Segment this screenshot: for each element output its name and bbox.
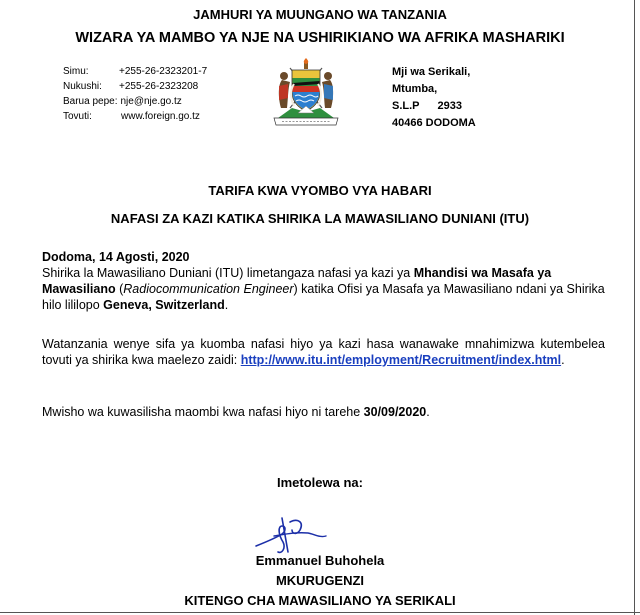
position-title-english: Radiocommunication Engineer xyxy=(123,282,294,296)
position-title: Mhandisi wa Masafa ya Mawasiliano xyxy=(42,266,552,296)
para1-text-b: ( xyxy=(115,282,124,296)
press-release-heading: TARIFA KWA VYOMBO VYA HABARI xyxy=(208,183,432,198)
itu-recruitment-link[interactable]: http://www.itu.int/employment/Recruitment/index.html xyxy=(240,353,562,367)
phone-row xyxy=(63,64,207,79)
issued-by-label: Imetolewa na: xyxy=(277,475,363,490)
para2-end: . xyxy=(561,353,565,367)
website-label: Tovuti: xyxy=(63,111,92,122)
address-block xyxy=(392,64,476,132)
republic-heading: JAMHURI YA MUUNGANO WA TANZANIA xyxy=(193,7,447,22)
po-box-label: S.L.P xyxy=(392,100,420,112)
address-line-4: 40466 DODOMA xyxy=(392,117,476,129)
fax-value: +255-26-2323208 xyxy=(119,81,199,92)
phone-value: +255-26-2323201-7 xyxy=(119,66,208,77)
dateline: Dodoma, 14 Agosti, 2020 xyxy=(42,250,190,264)
website-row xyxy=(63,109,207,124)
para2-text: Watanzania wenye sifa ya kuomba nafasi hiyo ya kazi hasa wanawake mnahimizwa kutembelea tovuti ya shirika kwa maelezo zaidi: xyxy=(42,337,605,367)
para3-text: Mwisho wa kuwasilisha maombi kwa nafasi hiyo ni tarehe xyxy=(42,405,364,419)
ministry-heading: WIZARA YA MAMBO YA NJE NA USHIRIKIANO WA AFRIKA MASHARIKI xyxy=(75,30,565,46)
contact-block xyxy=(63,64,207,124)
fax-row xyxy=(63,79,207,94)
email-label: Barua pepe: xyxy=(63,96,118,107)
handwritten-signature-icon xyxy=(252,512,336,558)
address-line-2: Mtumba, xyxy=(392,83,438,95)
phone-label: Simu: xyxy=(63,66,89,77)
job-location: Geneva, Switzerland xyxy=(103,298,225,312)
page-edge-right xyxy=(634,0,635,615)
signatory-name: Emmanuel Buhohela xyxy=(255,553,385,568)
deadline-date: 30/09/2020 xyxy=(363,405,427,419)
signatory-office: KITENGO CHA MAWASILIANO YA SERIKALI xyxy=(184,593,456,608)
website-value: www.foreign.go.tz xyxy=(121,111,200,122)
address-line-1: Mji wa Serikali, xyxy=(392,66,471,78)
po-box-number: 2933 xyxy=(437,100,462,112)
paragraph-invitation xyxy=(42,336,605,368)
paragraph-announcement xyxy=(42,265,605,313)
signatory-title: MKURUGENZI xyxy=(275,573,365,588)
email-value: nje@nje.go.tz xyxy=(120,96,182,107)
press-release-subheading: NAFASI ZA KAZI KATIKA SHIRIKA LA MAWASILIANO DUNIANI (ITU) xyxy=(110,211,530,226)
page-edge-bottom xyxy=(0,612,640,613)
coat-of-arms-icon xyxy=(268,58,344,126)
fax-label: Nukushi: xyxy=(63,81,102,92)
email-row xyxy=(63,94,207,109)
para3-end: . xyxy=(426,405,430,419)
para1-text-d: . xyxy=(224,298,229,312)
para1-text-c: ) katika Ofisi ya Masafa ya Mawasiliano ndani ya Shirika hilo lililopo xyxy=(42,282,605,312)
para1-text-a: Shirika la Mawasiliano Duniani (ITU) limetangaza nafasi ya kazi ya xyxy=(42,266,414,280)
address-po-box xyxy=(392,98,476,115)
paragraph-deadline xyxy=(42,404,605,420)
